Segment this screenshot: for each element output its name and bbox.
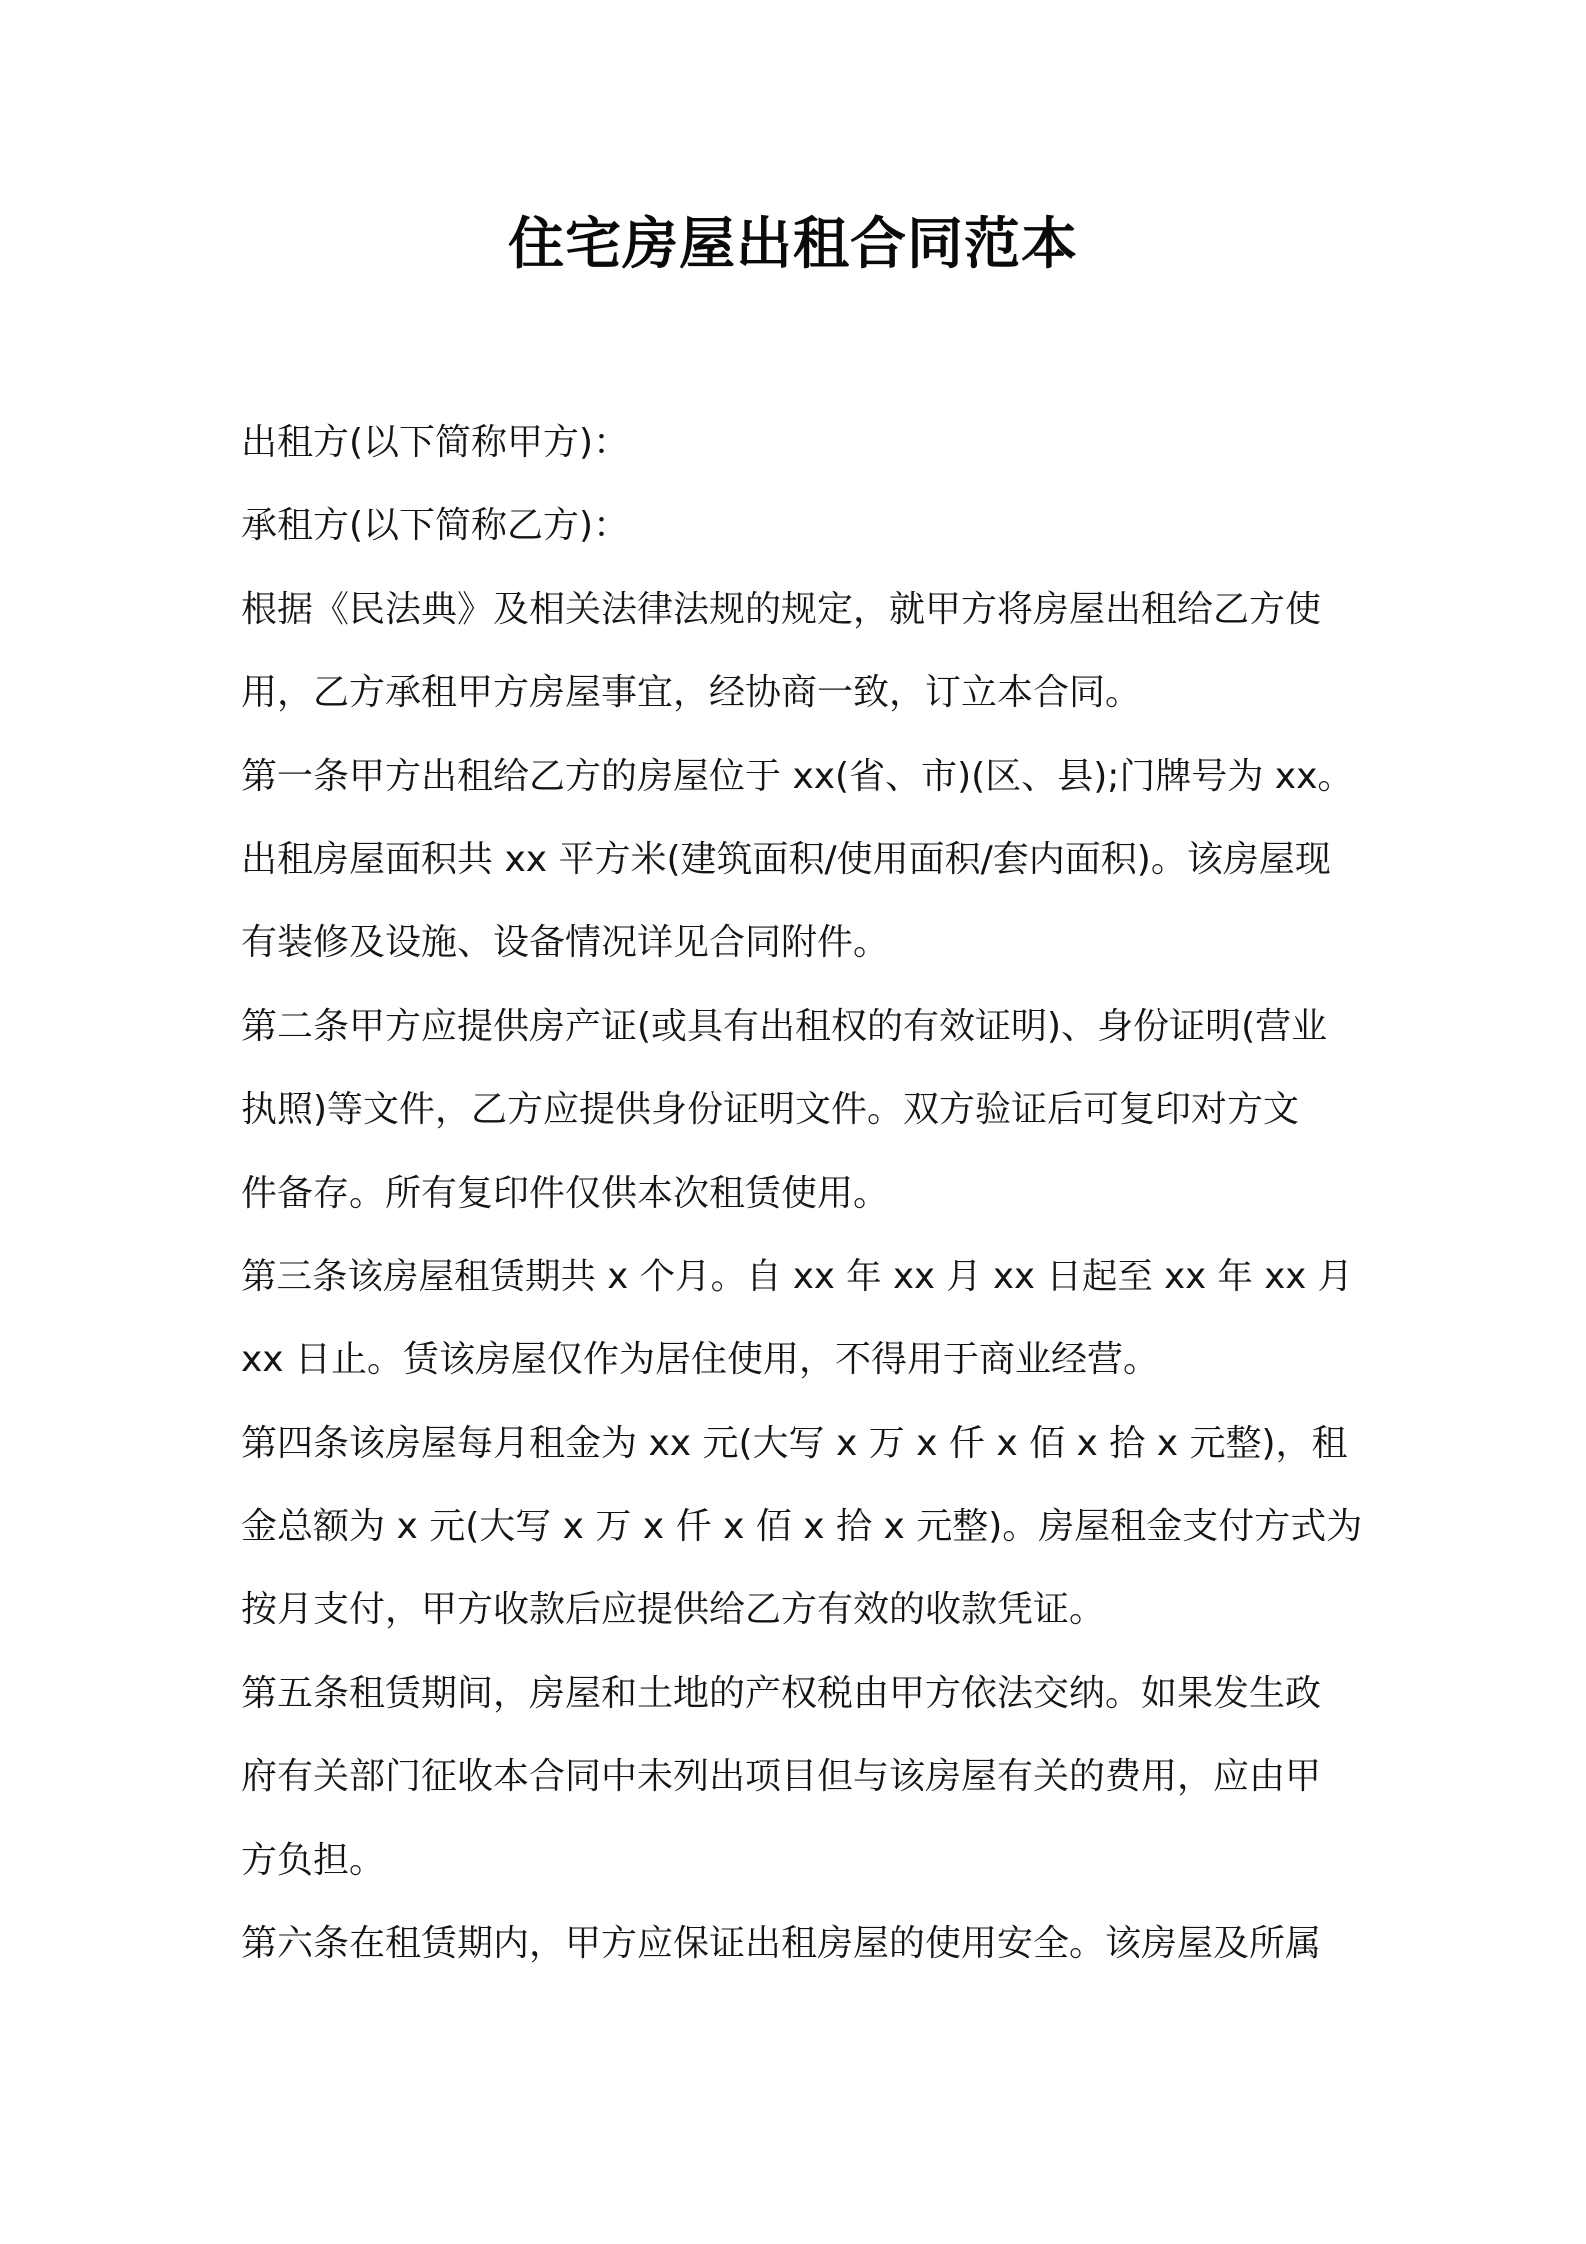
text-line: 根据《民法典》及相关法律法规的规定，就甲方将房屋出租给乙方使 [241, 588, 1322, 630]
text-line: 按月支付，甲方收款后应提供给乙方有效的收款凭证。 [241, 1589, 1106, 1631]
text-line: xx 日止。赁该房屋仅作为居住使用，不得用于商业经营。 [241, 1339, 1160, 1381]
text-line: 承租方(以下简称乙方)： [241, 505, 630, 547]
text-line: 用，乙方承租甲方房屋事宜，经协商一致，订立本合同。 [241, 672, 1142, 714]
text-line: 第二条甲方应提供房产证(或具有出租权的有效证明)、身份证明(营业 [241, 1005, 1328, 1047]
text-line: 第三条该房屋租赁期共 x 个月。自 xx 年 xx 月 xx 日起至 xx 年 xx 月 [241, 1255, 1354, 1297]
text-line: 第五条租赁期间，房屋和土地的产权税由甲方依法交纳。如果发生政 [241, 1672, 1322, 1714]
document-body [241, 401, 1361, 1985]
document-title: 住宅房屋出租合同范本 [508, 212, 1078, 277]
text-line: 第一条甲方出租给乙方的房屋位于 xx(省、市)(区、县);门牌号为 xx。 [241, 755, 1354, 797]
text-line: 第四条该房屋每月租金为 xx 元(大写 x 万 x 仟 x 佰 x 拾 x 元整)，租 [241, 1422, 1348, 1464]
text-line: 执照)等文件，乙方应提供身份证明文件。双方验证后可复印对方文 [241, 1089, 1300, 1131]
text-line: 有装修及设施、设备情况详见合同附件。 [241, 922, 890, 964]
text-line: 出租房屋面积共 xx 平方米(建筑面积/使用面积/套内面积)。该房屋现 [241, 838, 1331, 880]
text-line: 件备存。所有复印件仅供本次租赁使用。 [241, 1172, 890, 1214]
text-line: 方负担。 [241, 1839, 386, 1881]
text-line: 府有关部门征收本合同中未列出项目但与该房屋有关的费用，应由甲 [241, 1756, 1322, 1798]
text-line: 出租方(以下简称甲方)： [241, 422, 630, 463]
text-line: 第六条在租赁期内，甲方应保证出租房屋的使用安全。该房屋及所属 [241, 1923, 1322, 1965]
text-line: 金总额为 x 元(大写 x 万 x 仟 x 佰 x 拾 x 元整)。房屋租金支付方式为 [241, 1506, 1363, 1548]
